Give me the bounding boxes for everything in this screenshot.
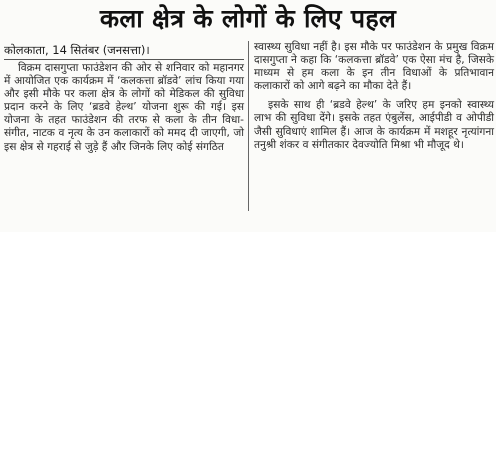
newspaper-clipping xyxy=(0,0,496,232)
left-column xyxy=(4,62,244,154)
right-paragraph-1: स्वास्थ्य सुविधा नहीं है। इस मौके पर फाउंडेशन के प्रमुख विक्रम दासगुप्ता ने कहा कि ‘कलकत्ता ब्रॉडवे’ एक ऐसा मंच है, जिसके माध्यम से हम कला के इन तीन विधाओं के प्रतिभावान कलाकारों को आगे बढ़ने का मौका देते हैं। xyxy=(254,41,494,93)
left-paragraph: विक्रम दासगुप्ता फाउंडेशन की ओर से शनिवार को महानगर में आयोजित एक कार्यक्रम में ‘कलकत्ता ब्रॉडवे’ लांच किया गया और इसी मौके पर कला क्षेत्र के लोगों को मेडिकल की सुविधा प्रदान करने के लिए ‘ब्रडवे हेल्थ’ योजना शुरू की गई। इस योजना के तहत फाउंडेशन की तरफ से कला के तीन विधा-संगीत, नाटक व नृत्य के उन कलाकारों को ममद दी जाएगी, जो इस क्षेत्र से गहराई से जुड़े हैं और जिनके लिए कोई संगठित xyxy=(4,62,244,153)
right-paragraph-2: इसके साथ ही ‘ब्रडवे हेल्थ’ के जरिए हम इनको स्वास्थ्य लाभ की सुविधा देंगे। इसके तहत एंबुलेंस, आईपीडी व ओपीडी जैसी सुविधाएं शामिल हैं। आज के कार्यक्रम में मशहूर नृत्यांगना तनुश्री शंकर व संगीतकार देवज्योति मिश्रा भी मौजूद थे। xyxy=(254,99,494,151)
right-column xyxy=(254,41,494,152)
headline: कला क्षेत्र के लोगों के लिए पहल xyxy=(99,4,397,33)
dateline: कोलकाता, 14 सितंबर (जनसत्ता)। xyxy=(4,43,150,57)
column-divider xyxy=(248,41,249,211)
dateline-rule xyxy=(4,59,244,60)
